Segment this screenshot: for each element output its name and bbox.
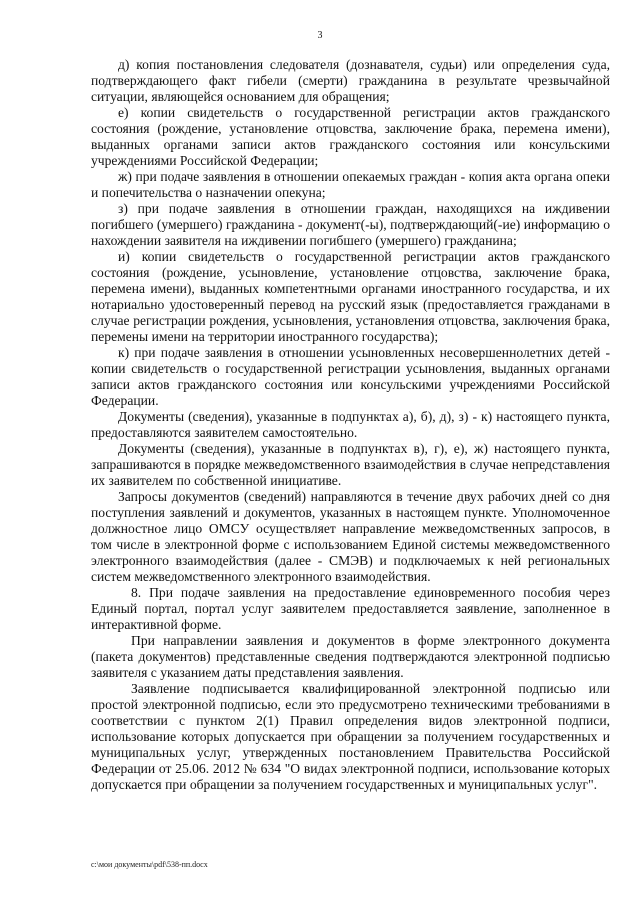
paragraph-signature: Заявление подписывается квалифицированной электронной подписью или простой электронной подписью, если это предусмотрено техническими требованиями в соответствии с пунктом 2(1) Правил определения видов электронной подписи, использование которых допускается при обращении за получением государственных и муниципальных услуг, утвержденных постановлением Правительства Российской Федерации от 25.06. 2012 № 634 "О видах электронной подписи, использование которых допускается при обращении за получением государственных и муниципальных услуг". xyxy=(91,681,610,792)
paragraph-8: 8. При подаче заявления на предоставление единовременного пособия через Единый портал, портал услуг заявителем предоставляется заявление, заполненное в интерактивной форме. xyxy=(91,585,610,632)
footer-file-path: c:\мои документы\pdf\538-пп.docx xyxy=(91,860,208,869)
paragraph-i: и) копии свидетельств о государственной регистрации актов гражданского состояния (рождение, усыновление, установление отцовства, заключение брака, перемена имени), выданных компетентными органами иностранного государства, и их нотариально удостоверенный перевод на русский язык (предоставляется гражданами в случае регистрации рождения, усыновления, установления отцовства, заключения брака, перемены имени на территории иностранного государства); xyxy=(91,249,610,344)
paragraph-requests: Запросы документов (сведений) направляются в течение двух рабочих дней со дня поступления заявлений и документов, указанных в настоящем пункте. Уполномоченное должностное лицо ОМСУ осуществляет направление межведомственных запросов, в том числе в электронной форме с использованием Единой системы межведомственного электронного взаимодействия (далее - СМЭВ) и подключаемых к ней региональных систем межведомственного электронного взаимодействия. xyxy=(91,489,610,584)
paragraph-z: з) при подаче заявления в отношении граждан, находящихся на иждивении погибшего (умершего) гражданина - документ(-ы), подтверждающий(-ие) информацию о нахождении заявителя на иждивении погибшего (умершего) гражданина; xyxy=(91,201,610,248)
paragraph-self-submitted: Документы (сведения), указанные в подпунктах а), б), д), з) - к) настоящего пункта, предоставляются заявителем самостоятельно. xyxy=(91,409,610,440)
paragraph-electronic-docs: При направлении заявления и документов в форме электронного документа (пакета документов) представленные сведения подтверждаются электронной подписью заявителя с указанием даты представления заявления. xyxy=(91,633,610,680)
paragraph-e: е) копии свидетельств о государственной регистрации актов гражданского состояния (рождение, установление отцовства, заключение брака, перемена имени), выданных органами записи актов гражданского состояния или консульскими учреждениями Российской Федерации; xyxy=(91,105,610,168)
paragraph-zh: ж) при подаче заявления в отношении опекаемых граждан - копия акта органа опеки и попечительства о назначении опекуна; xyxy=(91,169,610,200)
paragraph-k: к) при подаче заявления в отношении усыновленных несовершеннолетних детей - копии свидетельств о государственной регистрации усыновления, выданных органами записи актов гражданского состояния или консульскими учреждениями Российской Федерации. xyxy=(91,345,610,408)
paragraph-interagency: Документы (сведения), указанные в подпунктах в), г), е), ж) настоящего пункта, запрашиваются в порядке межведомственного взаимодействия в случае непредставления их заявителем по собственной инициативе. xyxy=(91,441,610,488)
document-body xyxy=(91,57,610,793)
paragraph-d: д) копия постановления следователя (дознавателя, судьи) или определения суда, подтверждающего факт гибели (смерти) гражданина в результате чрезвычайной ситуации, являющейся основанием для обращения; xyxy=(91,57,610,104)
page-number: 3 xyxy=(317,30,323,41)
